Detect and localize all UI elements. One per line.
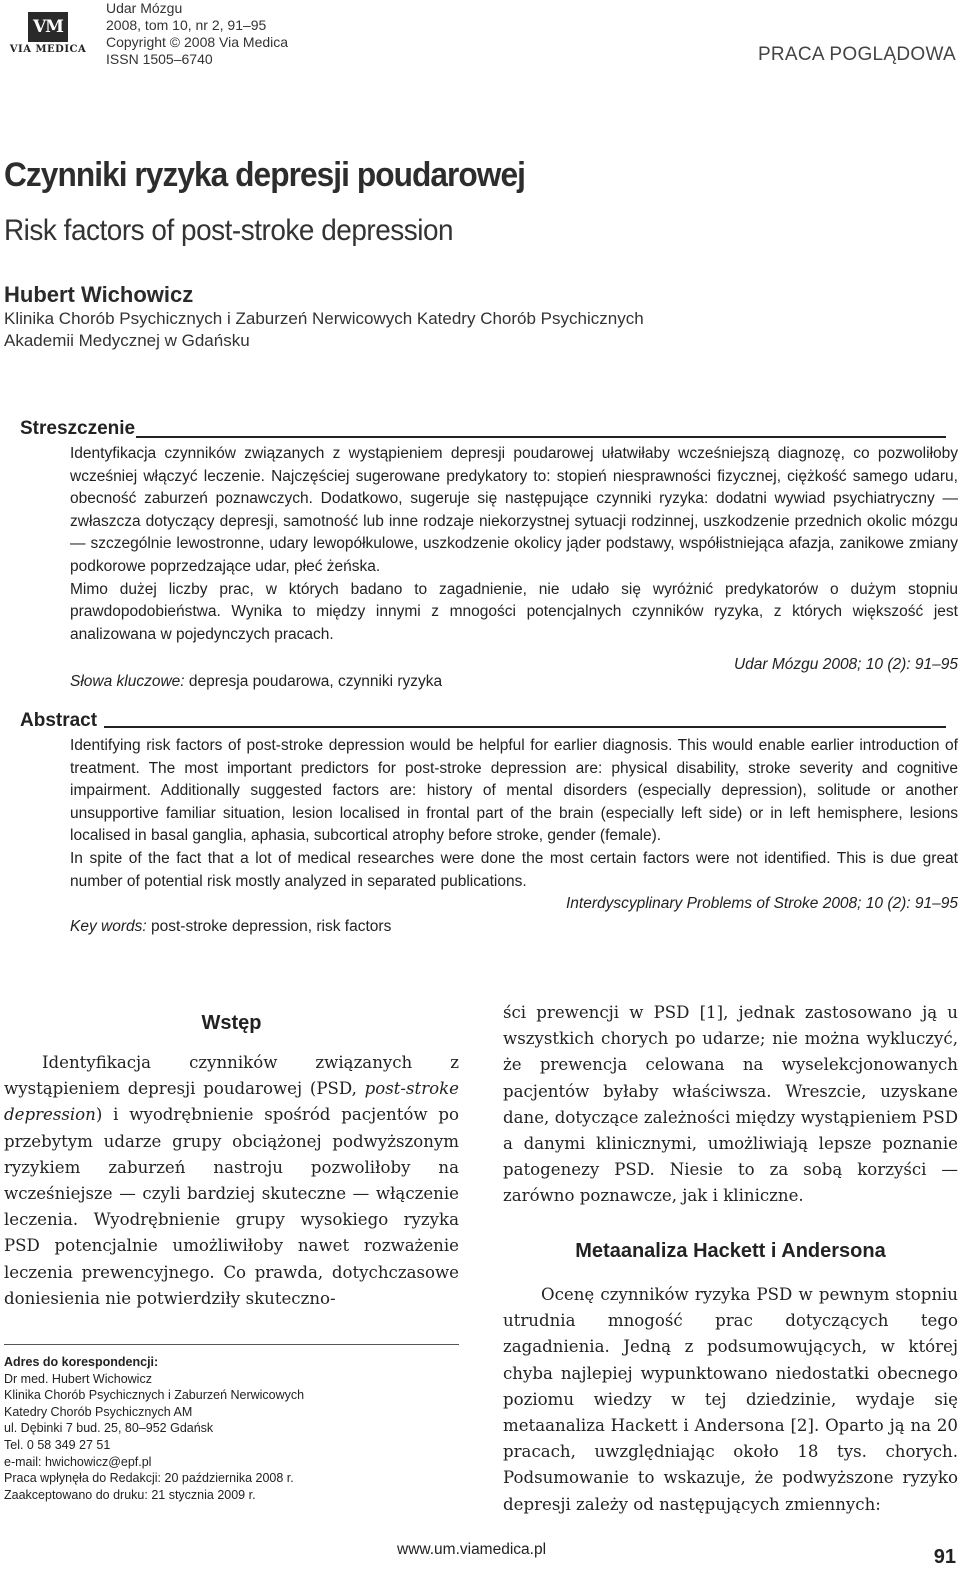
intro-paragraph: [4, 1050, 459, 1312]
correspondence-line: Praca wpłynęła do Redakcji: 20 października 2008 r.: [4, 1471, 294, 1486]
abstract-paragraph: Identifying risk factors of post-stroke depression would be helpful for earlier diagnosis. This would enable earlier introduction of treatment. The most important predictors for post-stroke depression are: physical disability, stroke severity and cognitive impairment. Additionally suggested factors are: history of mental disorders (especially depression), solitude or another unsupportive familiar situation, lesion localised in frontal part of the brain (especially left side) or in left hemisphere, lesions localised in basal ganglia, aphasia, subcortical atrophy before stroke, gender (female).: [70, 737, 958, 845]
abstract-citation: Interdyscyplinary Problems of Stroke 2008; 10 (2): 91–95: [565, 895, 958, 913]
keywords-text: depresja poudarowa, czynniki ryzyka: [188, 673, 443, 690]
streszczenie-heading: Streszczenie: [20, 418, 136, 439]
abstract-rule: [104, 726, 946, 728]
correspondence-heading: Adres do korespondencji:: [4, 1355, 159, 1369]
publisher-logo: [6, 8, 86, 58]
streszczenie-body: [70, 443, 958, 677]
keywords-label: Słowa kluczowe:: [70, 673, 185, 690]
section-heading-wstep: Wstęp: [201, 1012, 262, 1034]
journal-issue: 2008, tom 10, nr 2, 91–95: [106, 17, 267, 33]
abstract-heading: Abstract: [20, 710, 98, 731]
correspondence-block: [4, 1354, 304, 1503]
logo-text: VIA MEDICA: [9, 44, 87, 55]
streszczenie-keywords: [70, 673, 442, 691]
affiliation-line: Akademii Medycznej w Gdańsku: [4, 331, 250, 350]
streszczenie-paragraph: Identyfikacja czynników związanych z wystąpieniem depresji poudarowej ułatwiłaby wcześniejszą diagnozę, co pozwoliłoby wcześniej włączyć leczenie. Najczęściej sugerowane predykatory to: stopień niesprawności fizycznej, ciężkość samego udaru, obecność zaburzeń poznawczych. Dodatkowo, sugeruje się następujące czynniki ryzyka: dodatni wywiad psychiatryczny — zwłaszcza dotyczący depresji, samotność lub inne rodzaje niekorzystnej sytuacji rodzinnej, uszkodzenie przednich okolic mózgu — szczególnie lewostronne, udary lewopółkulowe, uszkodzenie okolicy jąder podstawy, współistniejąca afazja, zanikowe zmiany podkorowe poprzedzające udar, płeć żeńska.: [70, 445, 958, 575]
author-name: Hubert Wichowicz: [4, 282, 194, 307]
correspondence-line: Klinika Chorób Psychicznych i Zaburzeń Nerwicowych: [4, 1388, 305, 1403]
journal-issn: ISSN 1505–6740: [106, 51, 213, 67]
affiliation-line: Klinika Chorób Psychicznych i Zaburzeń Nerwicowych Katedry Chorób Psychicznych: [4, 309, 644, 328]
logo-mark: VM: [28, 12, 68, 42]
right-paragraph-continued: [503, 1000, 958, 1210]
meta-text: Ocenę czynników ryzyka PSD w pewnym stopniu utrudnia mnogość prac dotyczących tego zagadnienia. Jedną z podsumowujących, w której chyba najlepiej wypunktowano niedostatki obecnego poziomu wiedzy w tej dziedzinie, wydaje się metaanaliza Hackett i Andersona [2]. Oparto ją na 20 pracach, uwzględniając około 18 tys. chorych. Podsumowanie to wskazuje, że podwyższone ryzyko depresji zależy od następujących zmiennych:: [503, 1285, 958, 1514]
footer-url[interactable]: www.um.viamedica.pl: [397, 1541, 547, 1558]
abstract-paragraph: In spite of the fact that a lot of medical researches were done the most certain factors were not identified. This is due great number of potential risk mostly analyzed in separated publications.: [70, 849, 958, 890]
correspondence-line: ul. Dębinki 7 bud. 25, 80–952 Gdańsk: [4, 1421, 214, 1436]
intro-text-italic: post-stroke depression: [4, 1079, 459, 1125]
article-type: PRACA POGLĄDOWA: [757, 44, 956, 65]
intro-text-rest: ) i wyodrębnienie spośród pacjentów po przebytym udarze grupy obciążonej podwyższonym ryzykiem zaburzeń nastroju pozwoliłoby na wcześniejsze — czyli bardziej skuteczne — włączenie leczenia. Wyodrębnienie grupy wysokiego ryzyka PSD potencjalnie umożliwiłoby nawet rozważenie leczenia prewencyjnego. Co prawda, dotychczasowe doniesienia nie potwierdziły skuteczno-: [4, 1105, 459, 1308]
abstract-keywords: [70, 918, 391, 936]
author-affiliation: [4, 308, 644, 352]
correspondence-line: Zaakceptowano do druku: 21 stycznia 2009 r.: [4, 1487, 256, 1502]
article-subtitle: Risk factors of post-stroke depression: [4, 214, 454, 247]
continued-text: ści prewencji w PSD [1], jednak zastosowano ją u wszystkich chorych po udarze; nie można wykluczyć, że prewencja celowana na wyselekcjonowanych pacjentów byłaby właściwsza. Wreszcie, uzyskane dane, dotyczące zależności między wystąpieniem PSD a danymi klinicznymi, umożliwiają lepsze poznanie patogenezy PSD. Niesie to za sobą korzyści — zarówno poznawcze, jak i kliniczne.: [503, 1003, 958, 1206]
page-number: 91: [933, 1546, 956, 1568]
streszczenie-rule: [136, 436, 946, 438]
section-heading-metaanaliza: Metaanaliza Hackett i Andersona: [575, 1240, 886, 1262]
correspondence-line: Dr med. Hubert Wichowicz: [4, 1371, 152, 1386]
keywords-label: Key words:: [70, 918, 147, 935]
article-title: Czynniki ryzyka depresji poudarowej: [4, 156, 525, 194]
journal-info: [106, 0, 288, 68]
streszczenie-paragraph: Mimo dużej liczby prac, w których badano to zagadnienie, nie udało się wyróżnić predykatorów o dużym stopniu prawdopodobieństwa. Wynika to między innymi z mnogości potencjalnych czynników ryzyka, z których większość jest analizowana w pojedynczych pracach.: [70, 580, 958, 643]
abstract-body: [70, 735, 958, 916]
intro-text: Identyfikacja czynników związanych z wystąpieniem depresji poudarowej (PSD,: [4, 1053, 459, 1099]
journal-copyright: Copyright © 2008 Via Medica: [106, 34, 289, 50]
journal-name: Udar Mózgu: [106, 0, 183, 16]
keywords-text: post-stroke depression, risk factors: [150, 918, 392, 935]
streszczenie-citation: Udar Mózgu 2008; 10 (2): 91–95: [733, 656, 958, 674]
correspondence-line: Tel. 0 58 349 27 51: [4, 1437, 111, 1452]
correspondence-line: e-mail: hwichowicz@epf.pl: [4, 1454, 152, 1469]
correspondence-line: Katedry Chorób Psychicznych AM: [4, 1404, 193, 1419]
correspondence-rule: [4, 1344, 459, 1345]
meta-paragraph: [503, 1282, 958, 1518]
